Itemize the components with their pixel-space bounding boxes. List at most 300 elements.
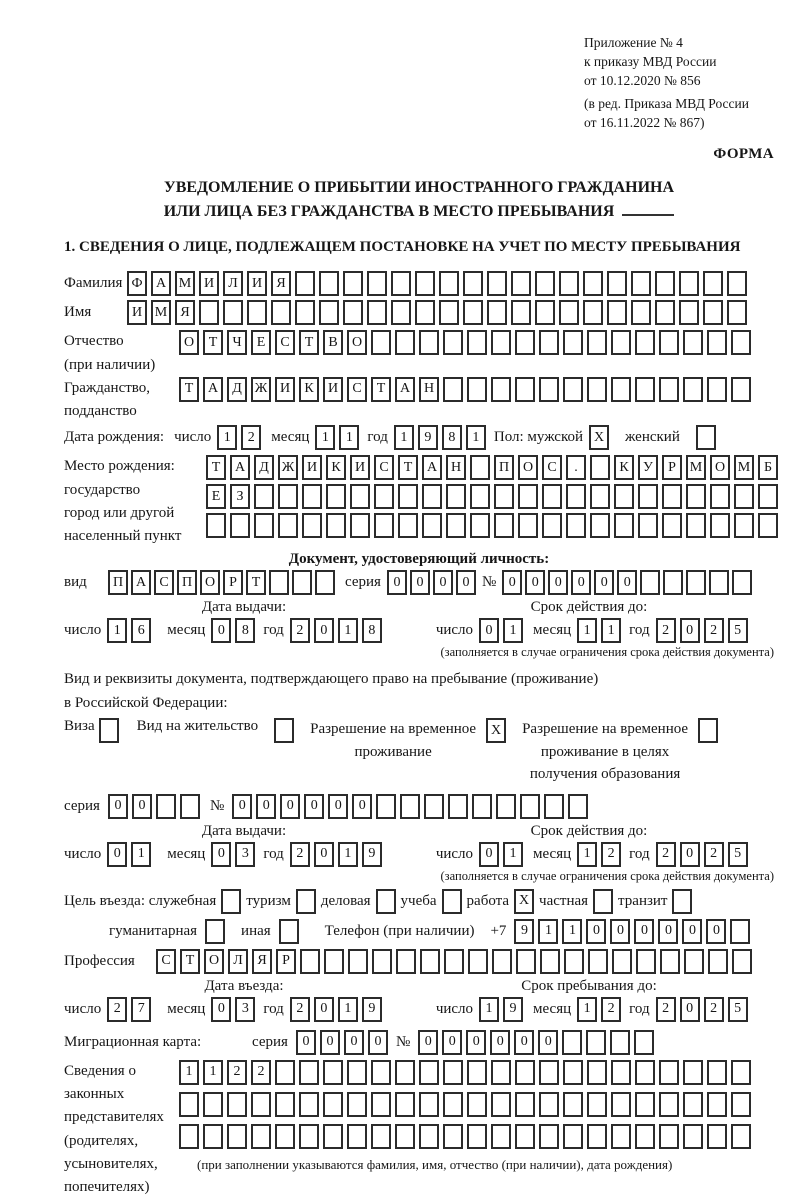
form-cell[interactable]: 0 xyxy=(280,794,300,819)
form-cell[interactable]: Д xyxy=(254,455,274,480)
form-cell[interactable]: 0 xyxy=(610,919,630,944)
form-cell[interactable] xyxy=(367,271,387,296)
form-cell[interactable] xyxy=(662,513,682,538)
form-cell[interactable]: У xyxy=(638,455,658,480)
form-cell[interactable]: 1 xyxy=(503,842,523,867)
form-cell[interactable] xyxy=(467,1060,487,1085)
form-cell[interactable]: 0 xyxy=(466,1030,486,1055)
form-cell[interactable] xyxy=(494,484,514,509)
form-cell[interactable]: 1 xyxy=(577,618,597,643)
form-cell[interactable]: 2 xyxy=(704,618,724,643)
form-cell[interactable] xyxy=(227,1124,247,1149)
form-cell[interactable]: 0 xyxy=(344,1030,364,1055)
form-cell[interactable]: Т xyxy=(246,570,266,595)
form-cell[interactable]: И xyxy=(127,300,147,325)
form-cell[interactable]: М xyxy=(686,455,706,480)
form-cell[interactable] xyxy=(710,484,730,509)
form-cell[interactable] xyxy=(419,1092,439,1117)
form-cell[interactable]: 2 xyxy=(290,618,310,643)
form-cell[interactable] xyxy=(278,484,298,509)
form-cell[interactable]: 0 xyxy=(132,794,152,819)
form-cell[interactable] xyxy=(326,513,346,538)
form-cell[interactable] xyxy=(223,300,243,325)
form-cell[interactable] xyxy=(563,1124,583,1149)
form-cell[interactable] xyxy=(292,570,312,595)
form-cell[interactable]: 8 xyxy=(362,618,382,643)
form-cell[interactable]: Л xyxy=(228,949,248,974)
form-cell[interactable] xyxy=(731,1060,751,1085)
form-cell[interactable] xyxy=(686,513,706,538)
form-cell[interactable]: Т xyxy=(206,455,226,480)
form-cell[interactable] xyxy=(679,271,699,296)
form-cell[interactable]: 8 xyxy=(235,618,255,643)
form-cell[interactable] xyxy=(494,513,514,538)
form-cell[interactable] xyxy=(302,484,322,509)
form-cell[interactable] xyxy=(275,1124,295,1149)
form-cell[interactable]: А xyxy=(230,455,250,480)
form-cell[interactable]: Ч xyxy=(227,330,247,355)
form-cell[interactable] xyxy=(707,377,727,402)
form-cell[interactable] xyxy=(515,377,535,402)
form-cell[interactable] xyxy=(518,513,538,538)
form-cell[interactable] xyxy=(662,484,682,509)
form-cell[interactable] xyxy=(439,271,459,296)
form-cell[interactable] xyxy=(371,330,391,355)
form-cell[interactable]: 1 xyxy=(538,919,558,944)
form-cell[interactable] xyxy=(180,794,200,819)
form-cell[interactable]: 2 xyxy=(251,1060,271,1085)
form-cell[interactable] xyxy=(539,1060,559,1085)
form-cell[interactable]: 0 xyxy=(368,1030,388,1055)
form-cell[interactable] xyxy=(590,455,610,480)
form-cell[interactable] xyxy=(422,484,442,509)
form-cell[interactable]: 0 xyxy=(680,618,700,643)
form-cell[interactable] xyxy=(323,1124,343,1149)
form-cell[interactable]: С xyxy=(374,455,394,480)
form-cell[interactable]: 6 xyxy=(131,618,151,643)
form-cell[interactable] xyxy=(156,794,176,819)
form-cell[interactable] xyxy=(559,300,579,325)
form-cell[interactable] xyxy=(707,330,727,355)
form-cell[interactable] xyxy=(396,949,416,974)
form-cell[interactable] xyxy=(492,949,512,974)
form-cell[interactable]: О xyxy=(179,330,199,355)
form-cell[interactable]: 1 xyxy=(107,618,127,643)
form-cell[interactable] xyxy=(487,271,507,296)
form-cell[interactable]: 1 xyxy=(315,425,335,450)
form-cell[interactable] xyxy=(467,377,487,402)
form-cell[interactable] xyxy=(659,1124,679,1149)
form-cell[interactable]: 0 xyxy=(525,570,545,595)
form-cell[interactable] xyxy=(563,330,583,355)
form-cell[interactable] xyxy=(391,300,411,325)
form-cell[interactable] xyxy=(443,377,463,402)
form-cell[interactable] xyxy=(683,1092,703,1117)
form-cell[interactable] xyxy=(179,1092,199,1117)
form-cell[interactable]: 9 xyxy=(362,842,382,867)
form-cell[interactable] xyxy=(254,484,274,509)
form-cell[interactable] xyxy=(319,300,339,325)
form-cell[interactable] xyxy=(350,484,370,509)
form-cell[interactable] xyxy=(315,570,335,595)
form-cell[interactable] xyxy=(374,484,394,509)
form-cell[interactable] xyxy=(343,300,363,325)
form-cell[interactable]: 0 xyxy=(479,618,499,643)
form-cell[interactable]: 1 xyxy=(131,842,151,867)
form-cell[interactable]: С xyxy=(275,330,295,355)
form-cell[interactable] xyxy=(511,271,531,296)
form-cell[interactable]: Л xyxy=(223,271,243,296)
form-cell[interactable] xyxy=(614,484,634,509)
form-cell[interactable] xyxy=(563,1060,583,1085)
form-cell[interactable] xyxy=(275,1060,295,1085)
form-cell[interactable] xyxy=(634,1030,654,1055)
form-cell[interactable] xyxy=(443,1124,463,1149)
form-cell[interactable] xyxy=(487,300,507,325)
form-cell[interactable] xyxy=(444,949,464,974)
form-cell[interactable] xyxy=(520,794,540,819)
form-cell[interactable]: 9 xyxy=(362,997,382,1022)
form-cell[interactable] xyxy=(274,718,294,743)
form-cell[interactable]: 5 xyxy=(728,842,748,867)
form-cell[interactable]: О xyxy=(347,330,367,355)
form-cell[interactable] xyxy=(279,919,299,944)
form-cell[interactable]: 1 xyxy=(338,618,358,643)
form-cell[interactable]: 0 xyxy=(304,794,324,819)
form-cell[interactable] xyxy=(347,1092,367,1117)
form-cell[interactable]: 0 xyxy=(706,919,726,944)
form-cell[interactable]: 2 xyxy=(107,997,127,1022)
form-cell[interactable]: Я xyxy=(271,271,291,296)
form-cell[interactable]: 0 xyxy=(314,842,334,867)
form-cell[interactable]: Т xyxy=(179,377,199,402)
form-cell[interactable] xyxy=(587,1092,607,1117)
form-cell[interactable] xyxy=(468,949,488,974)
form-cell[interactable]: 0 xyxy=(479,842,499,867)
form-cell[interactable] xyxy=(544,794,564,819)
form-cell[interactable]: О xyxy=(518,455,538,480)
form-cell[interactable]: И xyxy=(350,455,370,480)
form-cell[interactable] xyxy=(631,271,651,296)
form-cell[interactable]: 0 xyxy=(680,997,700,1022)
form-cell[interactable]: 5 xyxy=(728,618,748,643)
form-cell[interactable]: 1 xyxy=(577,842,597,867)
form-cell[interactable]: 0 xyxy=(680,842,700,867)
form-cell[interactable]: 1 xyxy=(203,1060,223,1085)
form-cell[interactable]: 2 xyxy=(290,842,310,867)
form-cell[interactable] xyxy=(583,300,603,325)
form-cell[interactable] xyxy=(350,513,370,538)
form-cell[interactable]: 0 xyxy=(296,1030,316,1055)
form-cell[interactable]: 9 xyxy=(418,425,438,450)
form-cell[interactable]: М xyxy=(734,455,754,480)
form-cell[interactable]: 2 xyxy=(656,842,676,867)
form-cell[interactable] xyxy=(611,1060,631,1085)
form-cell[interactable]: 0 xyxy=(548,570,568,595)
form-cell[interactable] xyxy=(731,377,751,402)
form-cell[interactable] xyxy=(491,1124,511,1149)
form-cell[interactable]: 0 xyxy=(456,570,476,595)
form-cell[interactable]: 0 xyxy=(586,919,606,944)
form-cell[interactable]: К xyxy=(614,455,634,480)
form-cell[interactable]: 0 xyxy=(328,794,348,819)
form-cell[interactable]: З xyxy=(230,484,250,509)
form-cell[interactable]: 0 xyxy=(211,997,231,1022)
form-cell[interactable] xyxy=(376,794,396,819)
form-cell[interactable]: 0 xyxy=(314,618,334,643)
form-cell[interactable] xyxy=(515,1124,535,1149)
form-cell[interactable]: 2 xyxy=(656,997,676,1022)
form-cell[interactable]: 0 xyxy=(256,794,276,819)
form-cell[interactable]: И xyxy=(275,377,295,402)
form-cell[interactable] xyxy=(203,1092,223,1117)
form-cell[interactable] xyxy=(587,330,607,355)
form-cell[interactable]: X xyxy=(514,889,534,914)
form-cell[interactable] xyxy=(611,330,631,355)
form-cell[interactable]: П xyxy=(108,570,128,595)
form-cell[interactable] xyxy=(564,949,584,974)
form-cell[interactable] xyxy=(703,271,723,296)
form-cell[interactable]: 3 xyxy=(235,997,255,1022)
form-cell[interactable] xyxy=(254,513,274,538)
form-cell[interactable]: А xyxy=(131,570,151,595)
form-cell[interactable]: 1 xyxy=(479,997,499,1022)
form-cell[interactable]: 2 xyxy=(656,618,676,643)
form-cell[interactable] xyxy=(470,484,490,509)
form-cell[interactable]: Н xyxy=(446,455,466,480)
form-cell[interactable] xyxy=(496,794,516,819)
form-cell[interactable] xyxy=(419,1060,439,1085)
form-cell[interactable]: О xyxy=(710,455,730,480)
form-cell[interactable] xyxy=(448,794,468,819)
form-cell[interactable]: 3 xyxy=(235,842,255,867)
form-cell[interactable] xyxy=(758,513,778,538)
form-cell[interactable] xyxy=(367,300,387,325)
form-cell[interactable] xyxy=(707,1060,727,1085)
form-cell[interactable] xyxy=(586,1030,606,1055)
form-cell[interactable] xyxy=(463,300,483,325)
form-cell[interactable] xyxy=(672,889,692,914)
form-cell[interactable] xyxy=(588,949,608,974)
form-cell[interactable]: 0 xyxy=(514,1030,534,1055)
form-cell[interactable] xyxy=(696,425,716,450)
form-cell[interactable] xyxy=(679,300,699,325)
form-cell[interactable] xyxy=(419,330,439,355)
form-cell[interactable] xyxy=(611,1092,631,1117)
form-cell[interactable] xyxy=(710,513,730,538)
form-cell[interactable]: 1 xyxy=(339,425,359,450)
form-cell[interactable] xyxy=(491,330,511,355)
form-cell[interactable] xyxy=(731,1124,751,1149)
form-cell[interactable]: А xyxy=(203,377,223,402)
form-cell[interactable]: 0 xyxy=(490,1030,510,1055)
form-cell[interactable]: 1 xyxy=(217,425,237,450)
form-cell[interactable]: 0 xyxy=(617,570,637,595)
form-cell[interactable] xyxy=(247,300,267,325)
form-cell[interactable] xyxy=(563,1092,583,1117)
form-cell[interactable] xyxy=(727,300,747,325)
form-cell[interactable] xyxy=(299,1060,319,1085)
form-cell[interactable] xyxy=(611,377,631,402)
form-cell[interactable] xyxy=(470,455,490,480)
form-cell[interactable]: Т xyxy=(299,330,319,355)
form-cell[interactable] xyxy=(587,1060,607,1085)
form-cell[interactable]: О xyxy=(200,570,220,595)
form-cell[interactable] xyxy=(442,889,462,914)
form-cell[interactable] xyxy=(659,377,679,402)
form-cell[interactable] xyxy=(638,484,658,509)
form-cell[interactable] xyxy=(300,949,320,974)
form-cell[interactable] xyxy=(419,1124,439,1149)
form-cell[interactable] xyxy=(467,1092,487,1117)
form-cell[interactable] xyxy=(227,1092,247,1117)
form-cell[interactable]: М xyxy=(151,300,171,325)
form-cell[interactable] xyxy=(323,1060,343,1085)
form-cell[interactable] xyxy=(206,513,226,538)
form-cell[interactable]: 8 xyxy=(442,425,462,450)
form-cell[interactable] xyxy=(590,513,610,538)
form-cell[interactable]: 9 xyxy=(514,919,534,944)
form-cell[interactable]: 0 xyxy=(232,794,252,819)
form-cell[interactable] xyxy=(443,1060,463,1085)
form-cell[interactable] xyxy=(562,1030,582,1055)
form-cell[interactable] xyxy=(635,1092,655,1117)
form-cell[interactable]: 1 xyxy=(601,618,621,643)
form-cell[interactable]: X xyxy=(486,718,506,743)
form-cell[interactable]: 0 xyxy=(314,997,334,1022)
form-cell[interactable]: X xyxy=(589,425,609,450)
form-cell[interactable] xyxy=(566,513,586,538)
form-cell[interactable] xyxy=(463,271,483,296)
form-cell[interactable] xyxy=(614,513,634,538)
form-cell[interactable]: И xyxy=(302,455,322,480)
form-cell[interactable] xyxy=(443,330,463,355)
form-cell[interactable] xyxy=(587,1124,607,1149)
form-cell[interactable] xyxy=(610,1030,630,1055)
form-cell[interactable]: А xyxy=(151,271,171,296)
form-cell[interactable] xyxy=(542,513,562,538)
form-cell[interactable] xyxy=(683,1124,703,1149)
form-cell[interactable]: И xyxy=(199,271,219,296)
form-cell[interactable]: Т xyxy=(203,330,223,355)
form-cell[interactable]: 0 xyxy=(594,570,614,595)
form-cell[interactable] xyxy=(347,1060,367,1085)
form-cell[interactable] xyxy=(299,1092,319,1117)
form-cell[interactable] xyxy=(638,513,658,538)
form-cell[interactable]: 1 xyxy=(338,997,358,1022)
form-cell[interactable]: А xyxy=(395,377,415,402)
form-cell[interactable] xyxy=(539,1124,559,1149)
form-cell[interactable] xyxy=(302,513,322,538)
form-cell[interactable] xyxy=(535,300,555,325)
form-cell[interactable] xyxy=(395,1124,415,1149)
form-cell[interactable] xyxy=(732,570,752,595)
form-cell[interactable]: 2 xyxy=(704,997,724,1022)
form-cell[interactable] xyxy=(179,1124,199,1149)
form-cell[interactable] xyxy=(467,1124,487,1149)
form-cell[interactable] xyxy=(205,919,225,944)
form-cell[interactable] xyxy=(400,794,420,819)
form-cell[interactable] xyxy=(542,484,562,509)
form-cell[interactable] xyxy=(593,889,613,914)
form-cell[interactable] xyxy=(398,513,418,538)
form-cell[interactable] xyxy=(559,271,579,296)
form-cell[interactable]: К xyxy=(326,455,346,480)
form-cell[interactable] xyxy=(635,330,655,355)
form-cell[interactable]: Я xyxy=(175,300,195,325)
form-cell[interactable]: 9 xyxy=(503,997,523,1022)
form-cell[interactable] xyxy=(683,330,703,355)
form-cell[interactable]: 0 xyxy=(387,570,407,595)
form-cell[interactable] xyxy=(590,484,610,509)
form-cell[interactable] xyxy=(707,1124,727,1149)
form-cell[interactable] xyxy=(539,1092,559,1117)
form-cell[interactable] xyxy=(583,271,603,296)
form-cell[interactable] xyxy=(295,271,315,296)
form-cell[interactable] xyxy=(703,300,723,325)
form-cell[interactable] xyxy=(269,570,289,595)
form-cell[interactable] xyxy=(563,377,583,402)
form-cell[interactable] xyxy=(424,794,444,819)
form-cell[interactable] xyxy=(296,889,316,914)
form-cell[interactable] xyxy=(491,1092,511,1117)
form-cell[interactable]: 0 xyxy=(320,1030,340,1055)
form-cell[interactable]: 2 xyxy=(227,1060,247,1085)
form-cell[interactable]: Б xyxy=(758,455,778,480)
form-cell[interactable]: Р xyxy=(662,455,682,480)
form-cell[interactable] xyxy=(708,949,728,974)
form-cell[interactable]: П xyxy=(494,455,514,480)
form-cell[interactable] xyxy=(683,1060,703,1085)
form-cell[interactable] xyxy=(727,271,747,296)
form-cell[interactable]: Т xyxy=(180,949,200,974)
form-cell[interactable]: 0 xyxy=(211,842,231,867)
form-cell[interactable] xyxy=(376,889,396,914)
form-cell[interactable]: 0 xyxy=(352,794,372,819)
form-cell[interactable] xyxy=(199,300,219,325)
form-cell[interactable] xyxy=(295,300,315,325)
form-cell[interactable] xyxy=(415,300,435,325)
form-cell[interactable] xyxy=(659,1060,679,1085)
form-cell[interactable] xyxy=(343,271,363,296)
form-cell[interactable] xyxy=(730,919,750,944)
form-cell[interactable] xyxy=(607,300,627,325)
form-cell[interactable]: 2 xyxy=(290,997,310,1022)
form-cell[interactable] xyxy=(683,377,703,402)
form-cell[interactable]: Е xyxy=(251,330,271,355)
form-cell[interactable]: 1 xyxy=(503,618,523,643)
form-cell[interactable]: И xyxy=(323,377,343,402)
form-cell[interactable]: Т xyxy=(398,455,418,480)
form-cell[interactable] xyxy=(539,330,559,355)
form-cell[interactable] xyxy=(655,300,675,325)
form-cell[interactable]: 2 xyxy=(241,425,261,450)
form-cell[interactable] xyxy=(299,1124,319,1149)
form-cell[interactable]: Я xyxy=(252,949,272,974)
form-cell[interactable] xyxy=(443,1092,463,1117)
form-cell[interactable] xyxy=(395,1060,415,1085)
form-cell[interactable]: С xyxy=(154,570,174,595)
form-cell[interactable] xyxy=(635,377,655,402)
form-cell[interactable]: 0 xyxy=(571,570,591,595)
form-cell[interactable] xyxy=(709,570,729,595)
form-cell[interactable] xyxy=(372,949,392,974)
form-cell[interactable]: О xyxy=(204,949,224,974)
form-cell[interactable] xyxy=(566,484,586,509)
form-cell[interactable]: 1 xyxy=(394,425,414,450)
form-cell[interactable] xyxy=(230,513,250,538)
form-cell[interactable] xyxy=(203,1124,223,1149)
